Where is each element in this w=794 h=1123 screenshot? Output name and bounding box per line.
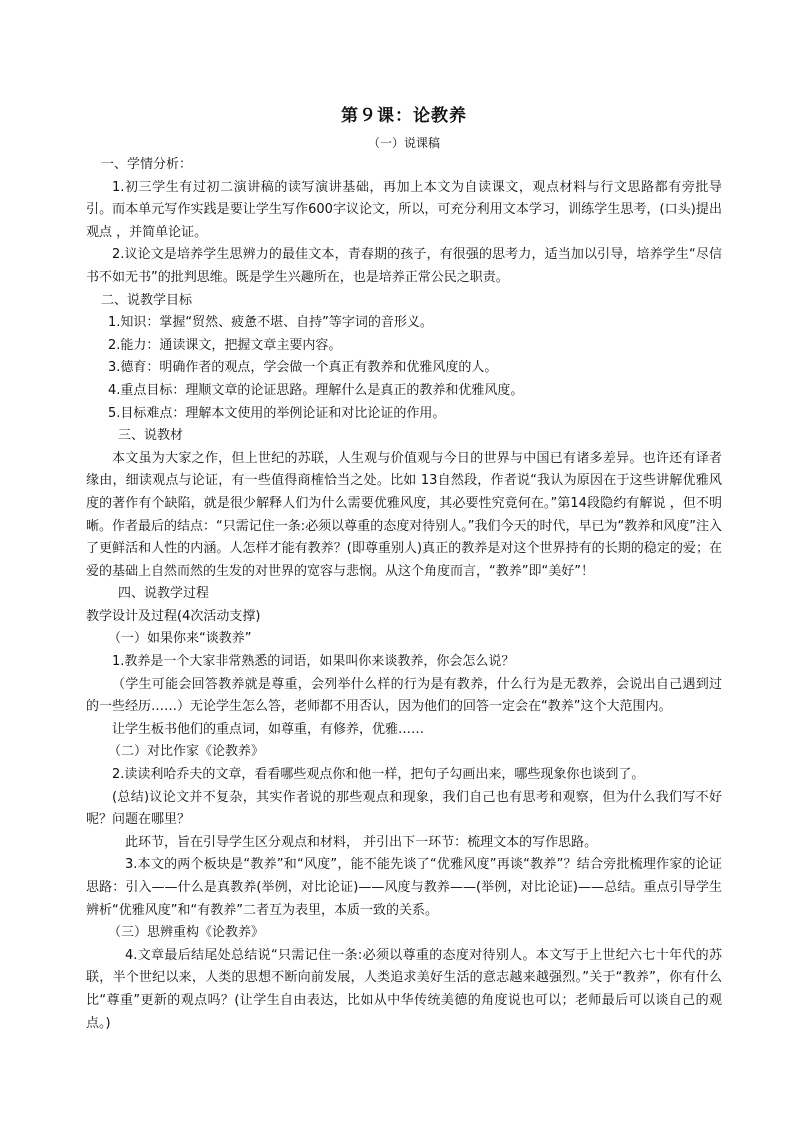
goal-item: 2.能力：通读课文，把握文章主要内容。 [108,337,342,353]
activity-heading: （三）思辨重构《论教养》 [108,925,265,941]
goal-item: 1.知识：掌握“贸然、疲惫不堪、自持”等字词的音形义。 [108,315,433,331]
paragraph: （学生可能会回答教养就是尊重，会列举什么样的行为是有教养，什么行为是无教养，会说出自己遇到过的一些经历……）无论学生怎么答，老师都不用否认，因为他们的回答一定会在“教养”这个大范围内。 [86,676,722,715]
paragraph: 1.初三学生有过初二演讲稿的读写演讲基础，再加上本文为自读课文，观点材料与行文思路都有旁批导引。而本单元写作实践是要让学生写作600字议论文，所以，可充分利用文本学习，训练学生思考，(口头)提出观点 ，并简单论证。 [86,179,722,240]
section-heading-learning-analysis: 一、学情分析： [101,157,193,172]
paragraph: 1.教养是一个大家非常熟悉的词语，如果叫你来谈教养，你会怎么说？ [112,654,515,670]
section-heading-teaching-goals: 二、说教学目标 [101,292,193,308]
lesson-subtitle: （一）说课稿 [367,136,440,150]
goal-item: 4.重点目标：理顺文章的论证思路。理解什么是真正的教养和优雅风度。 [108,382,524,398]
paragraph: 让学生板书他们的重点词，如尊重，有修养，优雅…… [112,721,425,737]
activity-heading: （一）如果你来“谈教养” [108,631,252,647]
goal-item: 5.目标难点：理解本文使用的举例论证和对比论证的作用。 [108,405,446,421]
paragraph: 此环节，旨在引导学生区分观点和材料， 并引出下一环节：梳理文本的写作思路。 [125,834,598,850]
section-heading-teaching-process: 四、说教学过程 [118,586,210,602]
section-heading-textbook: 三、说教材 [118,428,184,444]
paragraph: 2.读读利哈乔夫的文章，看看哪些观点你和他一样，把句子勾画出来，哪些现象你也谈到了。 [112,767,645,783]
activity-heading: （二）对比作家《论教养》 [108,744,265,760]
paragraph: 4.文章最后结尾处总结说“只需记住一条:必须以尊重的态度对待别人。本文写于上世纪六七十年代的苏联，半个世纪以来，人类的思想不断向前发展，人类追求美好生活的意志越来越强烈。”关于“教养”，你有什么比“尊重”更新的观点吗？(让学生自由表达，比如从中华传统美德的角度说也可以；老师最后可以谈自己的观点。) [86,947,722,1031]
goal-item: 3.德育：明确作者的观点，学会做一个真正有教养和优雅风度的人。 [108,360,498,376]
paragraph: 教学设计及过程(4次活动支撑) [86,608,261,624]
paragraph: 3.本文的两个板块是“教养”和“风度”，能不能先谈了“优雅风度”再谈“教养”？结合旁批梳理作家的论证思路：引入——什么是真教养(举例，对比论证)——风度与教养——(举例，对比论证)——总结。重点引导学生辨析“优雅风度”和“有教养”二者互为表里，本质一致的关系。 [86,857,722,918]
paragraph: (总结)议论文并不复杂，其实作者说的那些观点和现象，我们自己也有思考和观察，但为什么我们写不好呢？问题在哪里？ [86,789,722,828]
paragraph: 本文虽为大家之作，但上世纪的苏联，人生观与价值观与今日的世界与中国已有诸多差异。也许还有译者缘由，细读观点与论证，有一些值得商榷恰当之处。比如 13自然段，作者说“我认为原因在于这些讲解优雅风度的著作有个缺陷，就是很少解释人们为什么需要优雅风度，其必要性究竟何在。”第14段隐约有解说 ，但不明晰。作者最后的结点：“只需记住一条:必须以尊重的态度对待别人。”我们今天的时代，早已为“教养和风度”注入了更鲜活和人性的内涵。人怎样才能有教养？(即尊重别人)真正的教养是对这个世界持有的长期的稳定的爱；在爱的基础上自然而然的生发的对世界的宽容与悲悯。从这个角度而言，“教养”即“美好”！ [86,450,722,579]
document-page [86,104,722,1035]
lesson-title: 第９课：论教养 [341,106,467,126]
paragraph: 2.议论文是培养学生思辨力的最佳文本，青春期的孩子，有很强的思考力，适当加以引导，培养学生“尽信书不如无书”的批判思维。既是学生兴趣所在，也是培养正常公民之职责。 [86,247,722,285]
